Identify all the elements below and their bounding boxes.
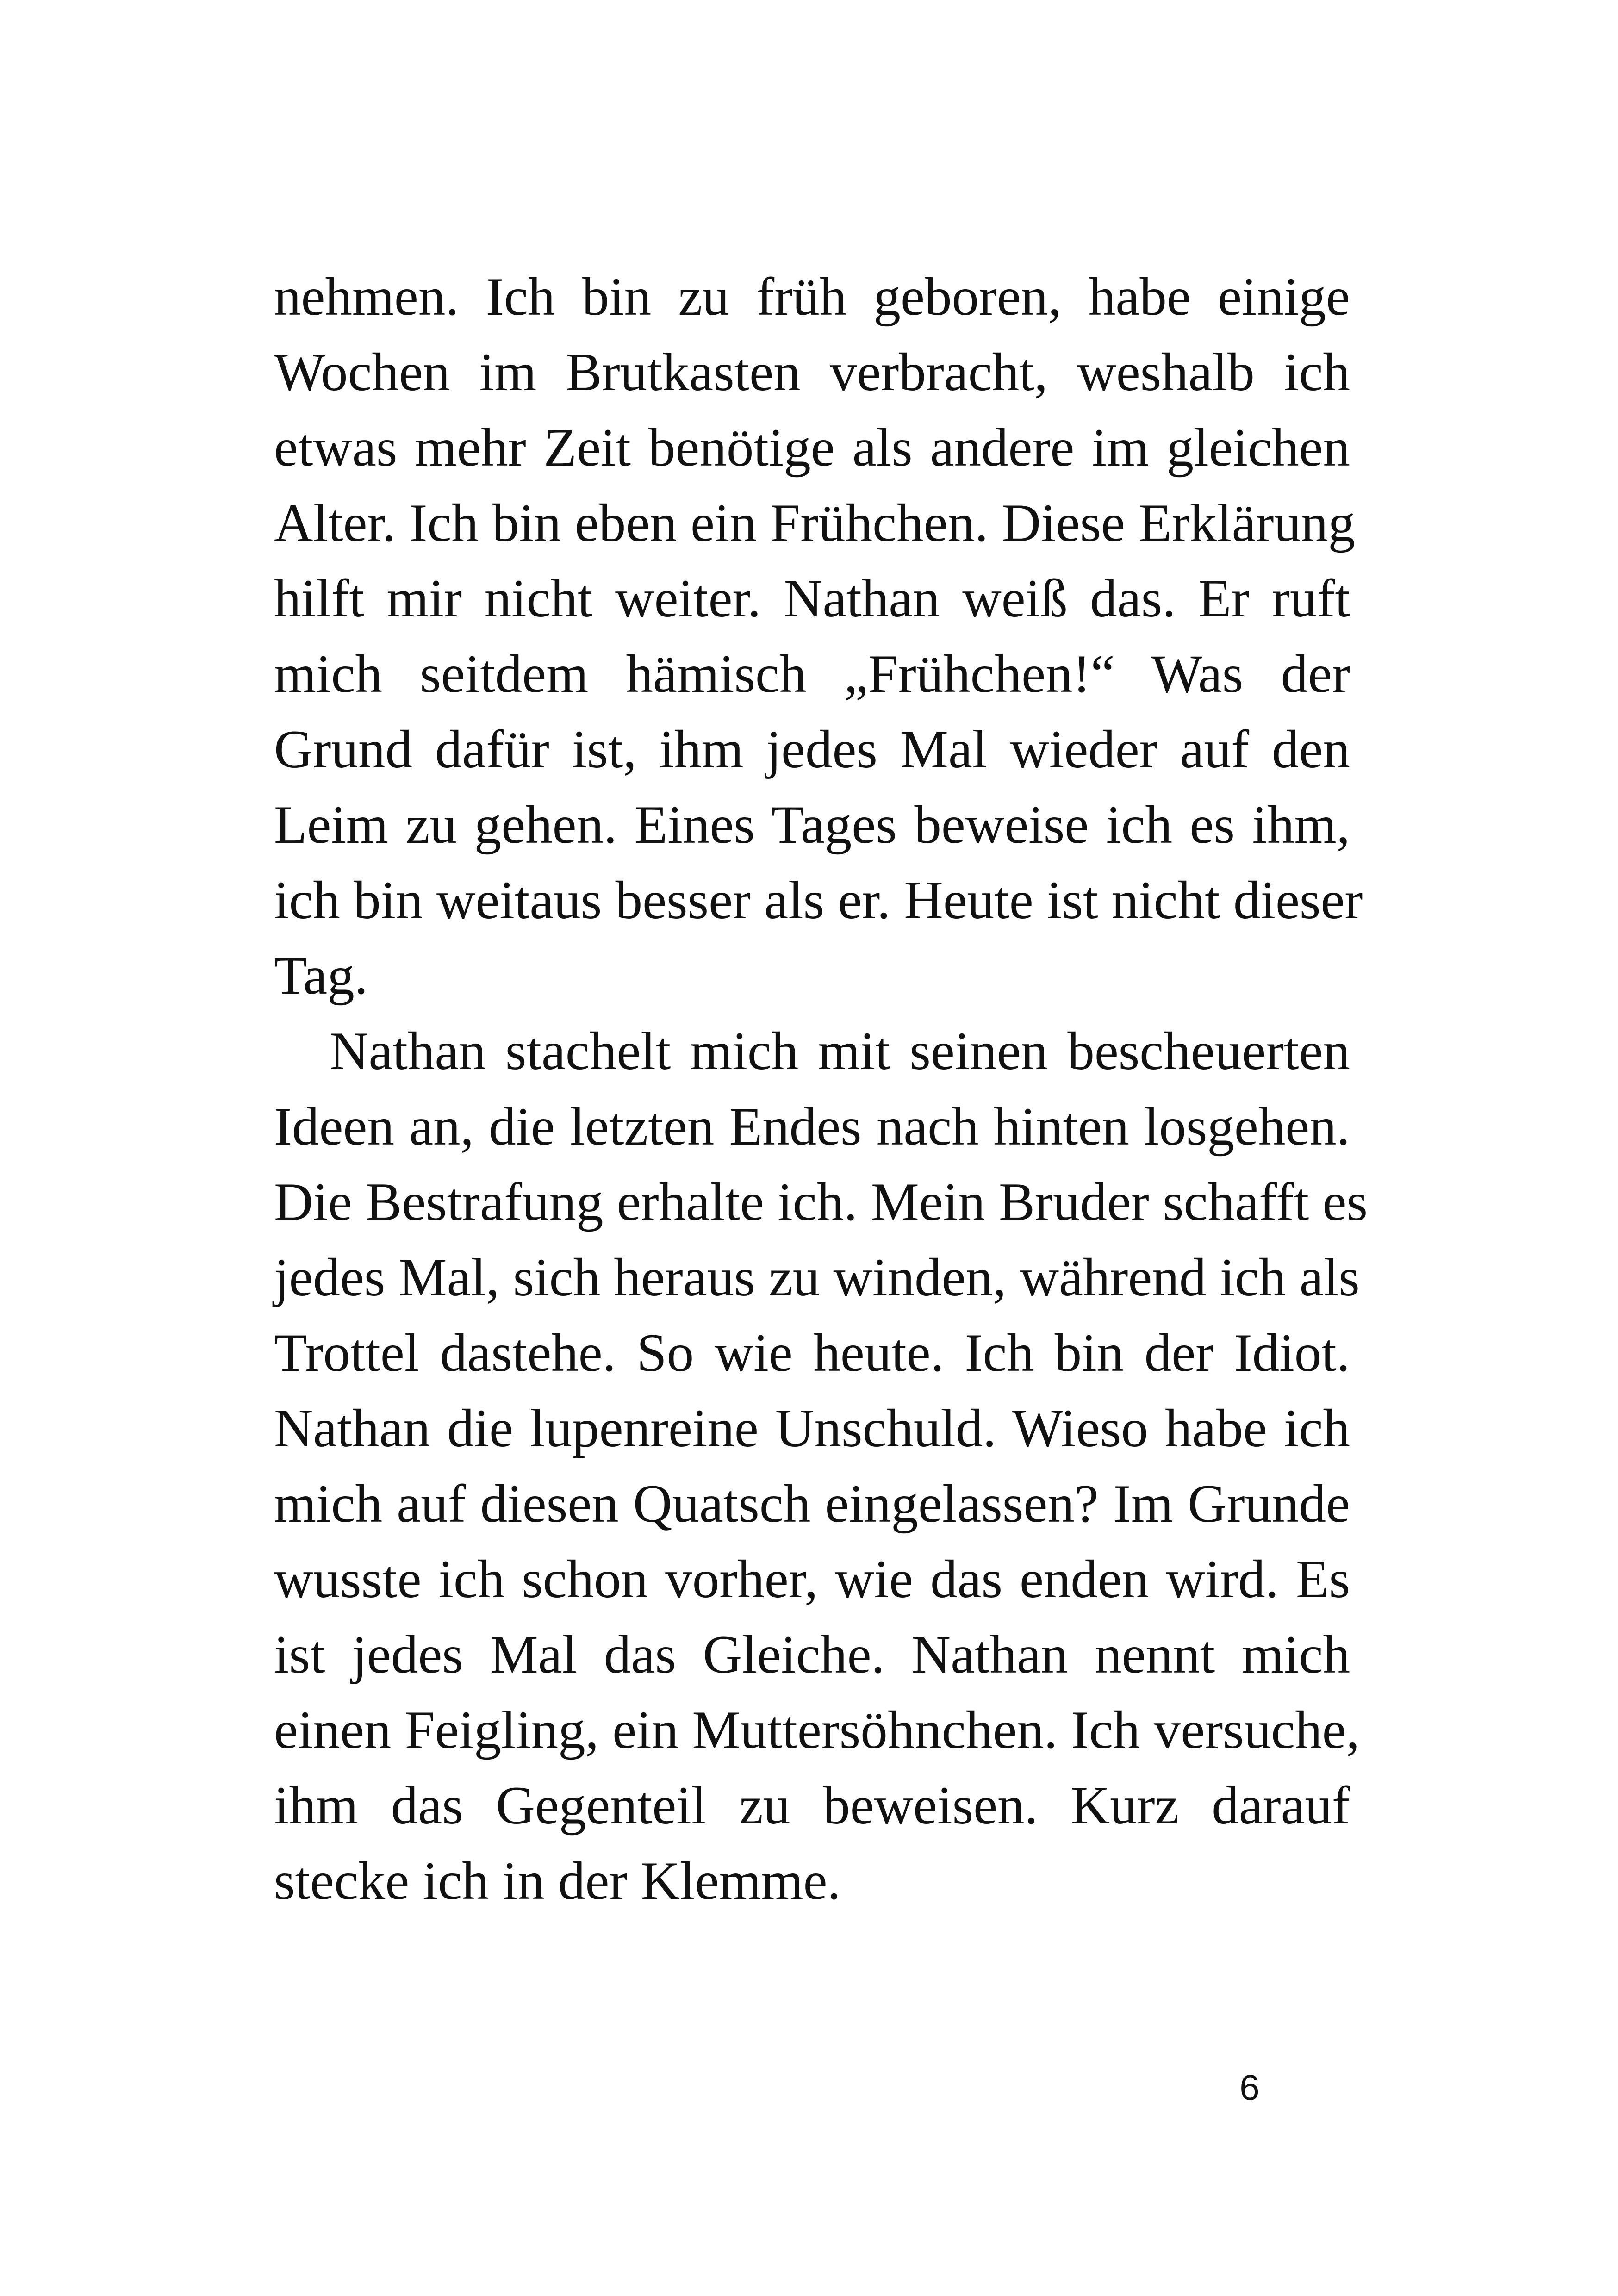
text-line: nehmen. Ich bin zu früh geboren, habe einige <box>274 267 1350 327</box>
text-line: Leim zu gehen. Eines Tages beweise ich es ihm, <box>274 795 1350 855</box>
text-line: Nathan die lupenreine Unschuld. Wieso habe ich <box>274 1399 1350 1458</box>
text-line: hilft mir nicht weiter. Nathan weiß das. Er ruft <box>274 569 1350 628</box>
text-line: wusste ich schon vorher, wie das enden wird. Es <box>274 1549 1350 1609</box>
text-line: Ideen an, die letzten Endes nach hinten losgehen. <box>274 1097 1350 1157</box>
text-line: mich auf diesen Quatsch eingelassen? Im Grunde <box>274 1474 1350 1534</box>
text-line: ihm das Gegenteil zu beweisen. Kurz darauf <box>274 1776 1350 1836</box>
body-text <box>274 259 1368 1919</box>
text-line: ich bin weitaus besser als er. Heute ist nicht dieser <box>274 871 1363 930</box>
text-line: stecke ich in der Klemme. <box>274 1851 841 1911</box>
text-line: etwas mehr Zeit benötige als andere im gleichen <box>274 418 1350 478</box>
text-line: Trottel dastehe. So wie heute. Ich bin der Idiot. <box>274 1323 1350 1383</box>
text-line: jedes Mal, sich heraus zu winden, während ich als <box>274 1248 1360 1307</box>
text-line: Nathan stachelt mich mit seinen bescheuerten <box>330 1021 1350 1081</box>
text-line: Grund dafür ist, ihm jedes Mal wieder auf den <box>274 720 1350 779</box>
text-line: mich seitdem hämisch „Frühchen!“ Was der <box>274 644 1350 704</box>
text-line: Wochen im Brutkasten verbracht, weshalb ich <box>274 342 1350 402</box>
text-line: Die Bestrafung erhalte ich. Mein Bruder schafft es <box>274 1172 1368 1232</box>
text-line: einen Feigling, ein Muttersöhnchen. Ich versuche, <box>274 1700 1360 1760</box>
page-number: 6 <box>1239 2067 1260 2108</box>
text-line: ist jedes Mal das Gleiche. Nathan nennt mich <box>274 1625 1350 1685</box>
text-line: Tag. <box>274 946 368 1006</box>
text-line: Alter. Ich bin eben ein Frühchen. Diese Erklärung <box>274 493 1356 553</box>
